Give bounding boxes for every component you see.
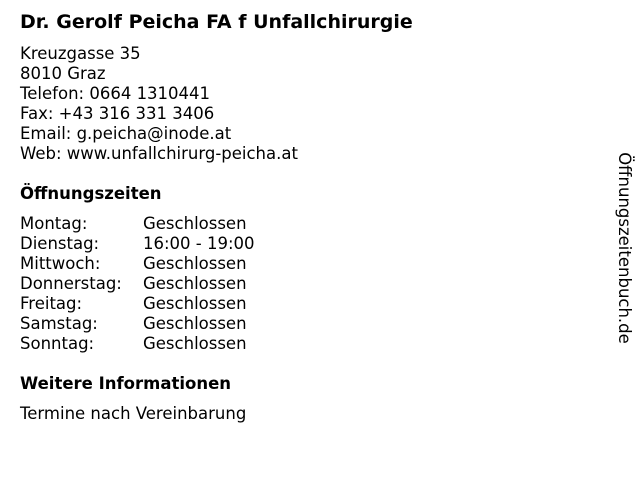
site-watermark: Öffnungszeitenbuch.de — [615, 152, 634, 344]
opening-hours-heading: Öffnungszeiten — [20, 184, 162, 203]
time-value: Geschlossen — [143, 214, 247, 233]
time-value: Geschlossen — [143, 294, 247, 313]
time-value: Geschlossen — [143, 314, 247, 333]
day-label: Samstag: — [20, 314, 98, 333]
more-info-heading: Weitere Informationen — [20, 374, 232, 393]
phone-line: Telefon: 0664 1310441 — [20, 84, 211, 103]
time-value: Geschlossen — [143, 334, 247, 353]
time-value: 16:00 - 19:00 — [143, 234, 255, 253]
day-label: Freitag: — [20, 294, 83, 313]
day-label: Montag: — [20, 214, 88, 233]
web-line: Web: www.unfallchirurg-peicha.at — [20, 144, 298, 163]
time-value: Geschlossen — [143, 274, 247, 293]
appointment-note: Termine nach Vereinbarung — [20, 404, 247, 423]
day-label: Dienstag: — [20, 234, 100, 253]
day-label: Mittwoch: — [20, 254, 101, 273]
time-value: Geschlossen — [143, 254, 247, 273]
contact-block — [20, 44, 298, 164]
day-label: Donnerstag: — [20, 274, 122, 293]
email-line: Email: g.peicha@inode.at — [20, 124, 232, 143]
page-title: Dr. Gerolf Peicha FA f Unfallchirurgie — [20, 11, 413, 33]
address-street: Kreuzgasse 35 — [20, 44, 141, 63]
day-label: Sonntag: — [20, 334, 95, 353]
fax-line: Fax: +43 316 331 3406 — [20, 104, 215, 123]
address-city: 8010 Graz — [20, 64, 106, 83]
